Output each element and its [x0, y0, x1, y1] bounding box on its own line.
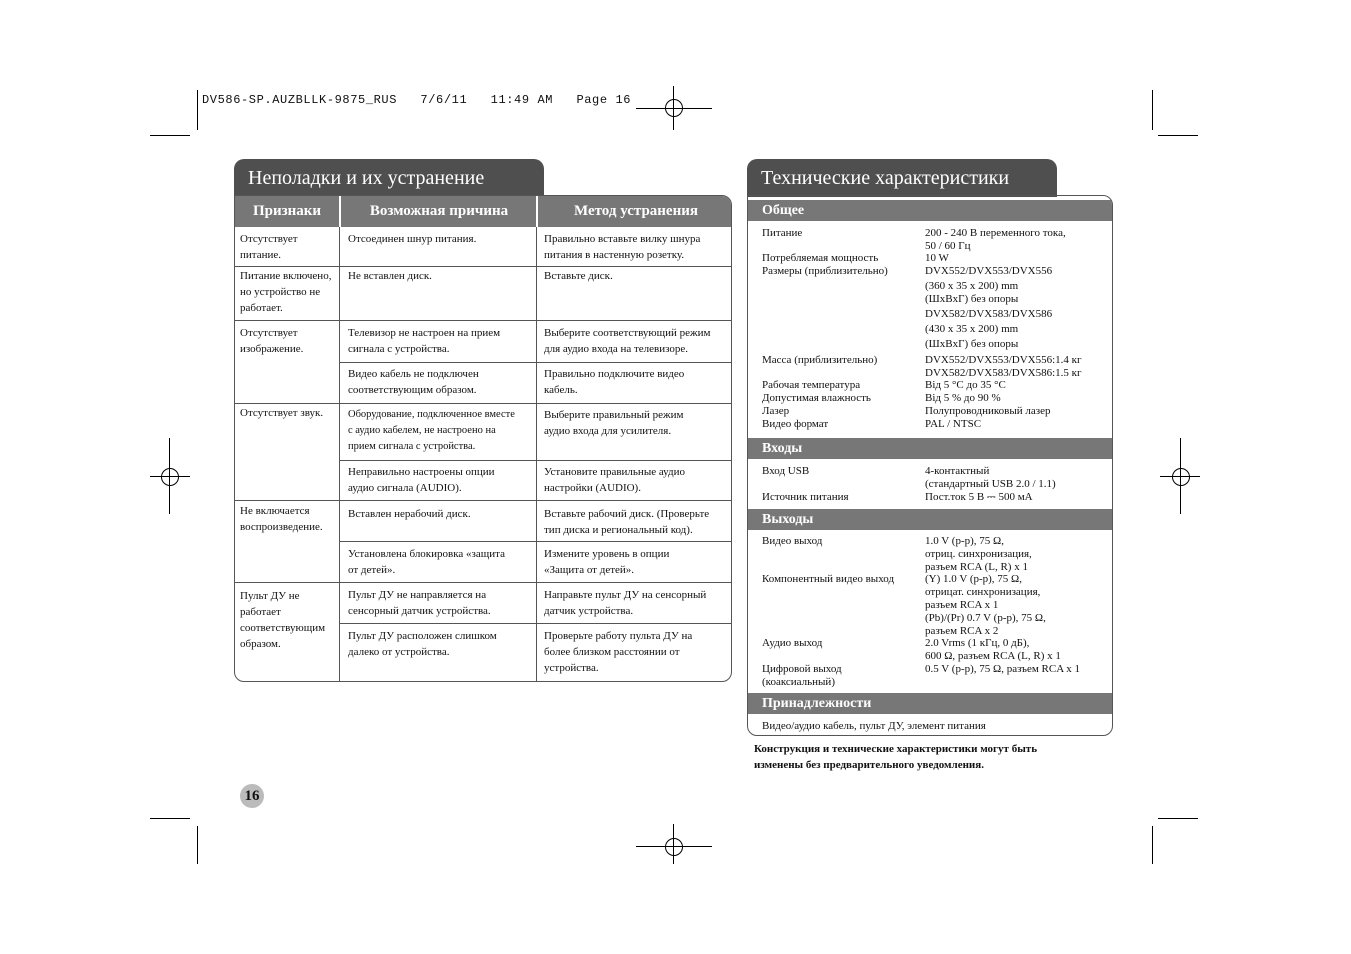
- header-divider: [339, 196, 341, 227]
- spec-value: Полупроводниковый лазер: [925, 405, 1051, 417]
- cause-cell: Пульт ДУ не направляется на сенсорный датчик устройства.: [348, 589, 491, 617]
- spec-label: Рабочая температура: [762, 379, 861, 391]
- crop-mark: [1158, 135, 1198, 136]
- spec-label: Питание: [762, 227, 803, 239]
- registration-mark: [161, 468, 179, 486]
- registration-line: [150, 476, 190, 477]
- crop-mark: [150, 135, 190, 136]
- cause-cell: Не вставлен диск.: [348, 270, 432, 282]
- crop-mark: [197, 90, 198, 130]
- symptom-cell: Отсутствует изображение.: [240, 327, 304, 355]
- spec-value: DVX552/DVX553/DVX556:1.4 кг DVX582/DVX583/DVX586:1.5 кг: [925, 354, 1082, 379]
- crop-mark: [1152, 826, 1153, 864]
- spec-label: Потребляемая мощность: [762, 252, 879, 264]
- accessories-text: Видео/аудио кабель, пульт ДУ, элемент питания: [762, 720, 986, 732]
- spec-value: DVX552/DVX553/DVX556: [925, 265, 1053, 277]
- row-divider: [235, 266, 731, 267]
- subrow-divider: [339, 460, 731, 461]
- spec-value: (430 x 35 x 200) mm: [925, 323, 1019, 335]
- spec-value: Від 5 °C до 35 °C: [925, 379, 1006, 391]
- remedy-cell: Проверьте работу пульта ДУ на более близком расстоянии от устройства.: [544, 630, 693, 674]
- registration-line: [636, 846, 712, 847]
- row-divider: [235, 320, 731, 321]
- cause-cell: Отсоединен шнур питания.: [348, 233, 477, 245]
- section-inputs: Входы: [748, 438, 1112, 459]
- crop-mark: [197, 826, 198, 864]
- registration-line: [1180, 438, 1181, 514]
- registration-line: [169, 438, 170, 514]
- symptom-cell: Отсутствует питание.: [240, 233, 298, 261]
- registration-line: [673, 824, 674, 864]
- crop-mark: [150, 818, 190, 819]
- spec-label: Масса (приблизительно): [762, 354, 878, 366]
- cause-cell: Пульт ДУ расположен слишком далеко от устройства.: [348, 630, 497, 658]
- column-divider: [536, 227, 537, 681]
- header-divider: [536, 196, 538, 227]
- header-symptoms: Признаки: [252, 203, 322, 219]
- section-accessories: Принадлежности: [748, 693, 1112, 714]
- spec-label: Источник питания: [762, 491, 849, 503]
- spec-label: Вход USB: [762, 465, 810, 477]
- cause-cell: Телевизор не настроен на прием сигнала с устройства.: [348, 327, 501, 355]
- spec-value: DVX582/DVX583/DVX586: [925, 308, 1053, 320]
- registration-mark: [665, 838, 683, 856]
- remedy-cell: Вставьте рабочий диск. (Проверьте тип диска и региональный код).: [544, 508, 710, 536]
- row-divider: [235, 582, 731, 583]
- spec-value: PAL / NTSC: [925, 418, 982, 430]
- subrow-divider: [339, 541, 731, 542]
- spec-label: Допустимая влажность: [762, 392, 871, 404]
- remedy-cell: Измените уровень в опции «Защита от детей».: [544, 548, 670, 576]
- symptom-cell: Пульт ДУ не работает соответствующим образом.: [240, 590, 326, 650]
- spec-label: Компонентный видео выход: [762, 573, 895, 585]
- spec-value: 2.0 Vrms (1 кГц, 0 дБ), 600 Ω, разъем RCA (L, R) x 1: [925, 637, 1061, 662]
- spec-value: 0.5 V (p-p), 75 Ω, разъем RCA x 1: [925, 663, 1081, 675]
- registration-mark: [1172, 468, 1190, 486]
- cause-cell: Неправильно настроены опции аудио сигнала (AUDIO).: [348, 466, 495, 494]
- troubleshooting-table: [234, 195, 732, 682]
- print-slug: DV586-SP.AUZBLLK-9875_RUS 7/6/11 11:49 AM Page 16: [202, 93, 632, 107]
- cause-cell: Оборудование, подключенное вместе с аудио кабелем, не настроено на прием сигнала с устройства.: [348, 409, 515, 452]
- spec-value: (360 x 35 x 200) mm: [925, 280, 1019, 292]
- column-divider: [339, 227, 340, 681]
- row-divider: [235, 403, 731, 404]
- registration-line: [673, 86, 674, 130]
- spec-value: 1.0 V (p-p), 75 Ω, отриц. синхронизация, разъем RCA (L, R) x 1: [925, 535, 1032, 573]
- remedy-cell: Правильно подключите видео кабель.: [544, 368, 685, 396]
- symptom-cell: Питание включено, но устройство не работает.: [240, 270, 332, 314]
- cause-cell: Видео кабель не подключен соответствующим образом.: [348, 368, 479, 396]
- spec-value: 200 - 240 В переменного тока, 50 / 60 Гц: [925, 227, 1066, 252]
- spec-label: Аудио выход: [762, 637, 823, 649]
- spec-label: Видео выход: [762, 535, 823, 547]
- remedy-cell: Правильно вставьте вилку шнура питания в настенную розетку.: [544, 233, 701, 261]
- remedy-cell: Направьте пульт ДУ на сенсорный датчик устройства.: [544, 589, 707, 617]
- symptom-cell: Не включается воспроизведение.: [240, 505, 323, 533]
- symptom-cell: Отсутствует звук.: [240, 407, 324, 419]
- section-outputs: Выходы: [748, 509, 1112, 530]
- page-number: 16: [240, 784, 264, 808]
- row-divider: [235, 500, 731, 501]
- remedy-cell: Выберите соответствующий режим для аудио входа на телевизоре.: [544, 327, 711, 355]
- header-cause: Возможная причина: [369, 203, 509, 219]
- troubleshooting-title: Неполадки и их устранение: [234, 159, 544, 197]
- spec-value: (ШxВxГ) без опоры: [925, 338, 1019, 350]
- section-general: Общее: [748, 200, 1112, 221]
- spec-value: 10 W: [925, 252, 949, 264]
- registration-line: [636, 108, 712, 109]
- specifications-table: [747, 195, 1113, 736]
- cause-cell: Вставлен нерабочий диск.: [348, 508, 471, 520]
- spec-value: 4-контактный (стандартный USB 2.0 / 1.1): [925, 465, 1056, 490]
- subrow-divider: [339, 362, 731, 363]
- remedy-cell: Вставьте диск.: [544, 270, 613, 282]
- spec-value: (ШxВxГ) без опоры: [925, 293, 1019, 305]
- disclaimer-note: Конструкция и технические характеристики могут быть изменены без предварительного уведомления.: [754, 743, 1038, 771]
- spec-label: Лазер: [762, 405, 790, 417]
- crop-mark: [1152, 90, 1153, 130]
- spec-value: Пост.ток 5 В ⎓ 500 мА: [925, 491, 1033, 503]
- remedy-cell: Выберите правильный режим аудио входа для усилителя.: [544, 409, 684, 437]
- cause-cell: Установлена блокировка «защита от детей».: [348, 548, 505, 576]
- specifications-title: Технические характеристики: [747, 159, 1057, 197]
- crop-mark: [1158, 818, 1198, 819]
- spec-label: Цифровой выход (коаксиальный): [762, 663, 842, 688]
- remedy-cell: Установите правильные аудио настройки (AUDIO).: [544, 466, 685, 494]
- header-remedy: Метод устранения: [574, 203, 698, 219]
- spec-label: Видео формат: [762, 418, 829, 430]
- subrow-divider: [339, 623, 731, 624]
- spec-label: Размеры (приблизительно): [762, 265, 888, 277]
- spec-value: (Y) 1.0 V (p-p), 75 Ω, отрицат. синхронизация, разъем RCA x 1 (Pb)/(Pr) 0.7 V (p-p), 75 Ω, разъем RCA x 2: [925, 573, 1046, 637]
- spec-value: Від 5 % до 90 %: [925, 392, 1001, 404]
